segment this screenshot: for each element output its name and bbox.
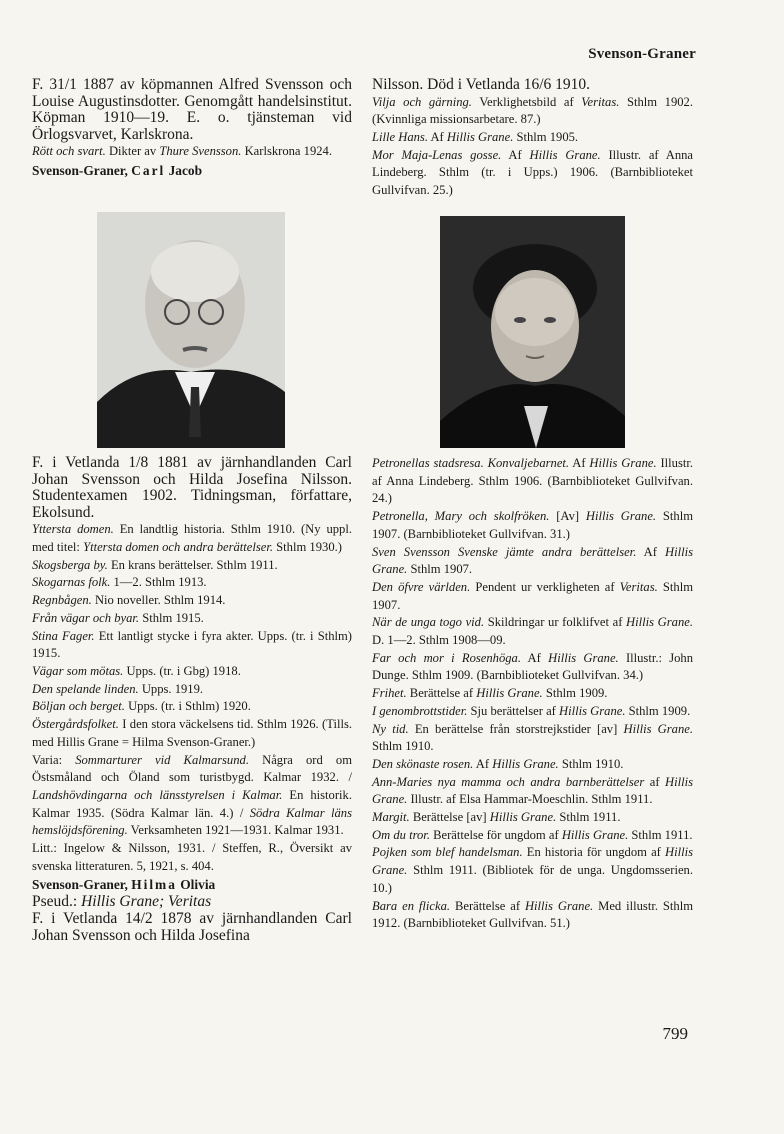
- bibliography-item: Skogsberga by. En krans berättelser. Sthlm 1911.: [32, 557, 278, 572]
- bibliography-item: Far och mor i Rosenhöga. Af Hillis Grane. Illustr.: John Dunge. Sthlm 1909. (Barnbiblioteket Gullvifvan. 34.): [372, 650, 694, 683]
- bibliography-item: Östergårdsfolket. I den stora väckelsens tid. Sthlm 1926. (Tills. med Hillis Grane = Hilma Svenson-Graner.): [32, 717, 352, 749]
- varia-entry: Varia: Sommarturer vid Kalmarsund. Några ord om Östsmåland och Öland som turistbygd. Kalmar 1932. / Landshövdingarna och länsstyrelsen i Kalmar. En historik. Kalmar 1935. (Södra Kalmar län. 4.) / Södra Kalmar läns hemslöjdsförening. Verksamheten 1921—1931. Kalmar 1931.: [32, 752, 353, 838]
- bibliography-item: Den öfvre världen. Pendent ur verkligheten af Veritas. Sthlm 1907.: [372, 579, 693, 612]
- entry-continuation: Nilsson. Död i Vetlanda 16/6 1910.: [372, 76, 590, 93]
- bibliography-item: Från vägar och byar. Sthlm 1915.: [32, 610, 204, 625]
- page-number: 799: [662, 1024, 688, 1043]
- entry-heading-hilma: Svenson-Graner, Hilma Olivia: [32, 877, 216, 893]
- bibliography-item: Lille Hans. Af Hillis Grane. Sthlm 1905.: [372, 130, 579, 144]
- work-title: Rött och svart.: [32, 144, 106, 159]
- bibliography-item: Sven Svensson Svenske jämte andra berättelser. Af Hillis Grane. Sthlm 1907.: [372, 544, 694, 577]
- bibliography-item: Regnbågen. Nio noveller. Sthlm 1914.: [32, 593, 226, 608]
- bibliography-item: Vägar som mötas. Upps. (tr. i Gbg) 1918.: [32, 664, 241, 678]
- bibliography-item: Den spelande linden. Upps. 1919.: [32, 681, 204, 696]
- portrait-photo-woman: [440, 216, 625, 448]
- bibliography-item: Margit. Berättelse [av] Hillis Grane. Sthlm 1911.: [372, 810, 621, 825]
- bibliography-item: Stina Fager. Ett lantligt stycke i fyra akter. Upps. (tr. i Sthlm) 1915.: [32, 628, 352, 661]
- entry-intro-paragraph-carl: F. i Vetlanda 1/8 1881 av järnhandlanden Carl Johan Svensson och Hilda Josefina Nilsson. Studentexamen 1902. Tidningsman, författare, Ekolsund.: [32, 454, 352, 521]
- right-column-top: [372, 77, 693, 200]
- entry-intro-paragraph: F. 31/1 1887 av köpmannen Alfred Svensson och Louise Augustinsdotter. Genomgått handelsinstitut. Köpman 1910—19. E. o. tjänsteman vid Örlogsvarvet, Karlskrona.: [32, 76, 352, 143]
- bibliography-item: Yttersta domen. En landtlig historia. Sthlm 1910. (Ny uppl. med titel: Yttersta domen och andra berättelser. Sthlm 1930.): [32, 522, 353, 555]
- bibliography-list-hilma: [372, 455, 693, 933]
- bibliography-item: Ny tid. En berättelse från storstrejkstider [av] Hillis Grane. Sthlm 1910.: [372, 721, 694, 754]
- bibliography-item: När de unga togo vid. Skildringar ur folklifvet af Hillis Grane. D. 1—2. Sthlm 1908—09.: [372, 615, 693, 648]
- left-column-bottom: [32, 455, 352, 944]
- pseudonym-line: Pseud.: Hillis Grane; Veritas: [32, 893, 212, 911]
- bibliography-list-top: [372, 94, 693, 200]
- bibliography-item: Vilja och gärning. Verklighetsbild af Veritas. Sthlm 1902. (Kvinnliga missionsarbetare. 87.): [372, 94, 693, 127]
- bibliography-item: I genombrottstider. Sju berättelser af Hillis Grane. Sthlm 1909.: [372, 703, 691, 718]
- left-column-top: [32, 77, 352, 180]
- bibliography-item: Om du tror. Berättelse för ungdom af Hillis Grane. Sthlm 1911.: [372, 827, 693, 842]
- entry-heading: Svenson-Graner, Carl Jacob: [32, 163, 203, 179]
- bibliography-list-carl: [32, 521, 352, 751]
- bibliography-item: Pojken som blef handelsman. En historia för ungdom af Hillis Grane. Sthlm 1911. (Bibliotek för de unga. Ungdomsserien. 10.): [372, 845, 694, 895]
- bibliography-item: Petronellas stadsresa. Konvaljebarnet. Af Hillis Grane. Illustr. af Anna Lindeberg. Sthlm 1906. (Barnbiblioteket Gullvifvan. 24.): [372, 456, 694, 506]
- portrait-man-image: [97, 212, 285, 448]
- bibliography-item: Ann-Maries nya mamma och andra barnberättelser af Hillis Grane. Illustr. af Elsa Hammar-Moeschlin. Sthlm 1911.: [372, 774, 693, 807]
- portrait-photo-man: [97, 212, 285, 448]
- bibliography-item: Den skönaste rosen. Af Hillis Grane. Sthlm 1910.: [372, 756, 624, 771]
- running-header: Svenson-Graner: [588, 46, 696, 62]
- bibliography-entry: Rött och svart. Dikter av Thure Svensson. Karlskrona 1924.: [32, 144, 333, 159]
- bibliography-item: Mor Maja-Lenas gosse. Af Hillis Grane. Illustr. af Anna Lindeberg. Sthlm (tr. i Upps.) 1906. (Barnbiblioteket Gullvifvan. 25.): [372, 147, 693, 198]
- bibliography-item: Skogarnas folk. 1—2. Sthlm 1913.: [32, 575, 207, 590]
- bibliography-item: Petronella, Mary och skolfröken. [Av] Hillis Grane. Sthlm 1907. (Barnbiblioteket Gullvifvan. 31.): [372, 509, 694, 541]
- bibliography-item: Frihet. Berättelse af Hillis Grane. Sthlm 1909.: [372, 686, 608, 701]
- portrait-woman-image: [440, 216, 625, 448]
- bibliography-item: Böljan och berget. Upps. (tr. i Sthlm) 1920.: [32, 699, 251, 714]
- literature-entry: Litt.: Ingelow & Nilsson, 1931. / Steffen, R., Översikt av svenska litteraturen. 5, 1921, s. 404.: [32, 841, 352, 873]
- right-column-bottom: [372, 455, 693, 933]
- entry-intro-paragraph-hilma: F. i Vetlanda 14/2 1878 av järnhandlanden Carl Johan Svensson och Hilda Josefina: [32, 910, 352, 944]
- bibliography-item: Bara en flicka. Berättelse af Hillis Grane. Med illustr. Sthlm 1912. (Barnbiblioteket Gullvifvan. 51.): [372, 898, 693, 931]
